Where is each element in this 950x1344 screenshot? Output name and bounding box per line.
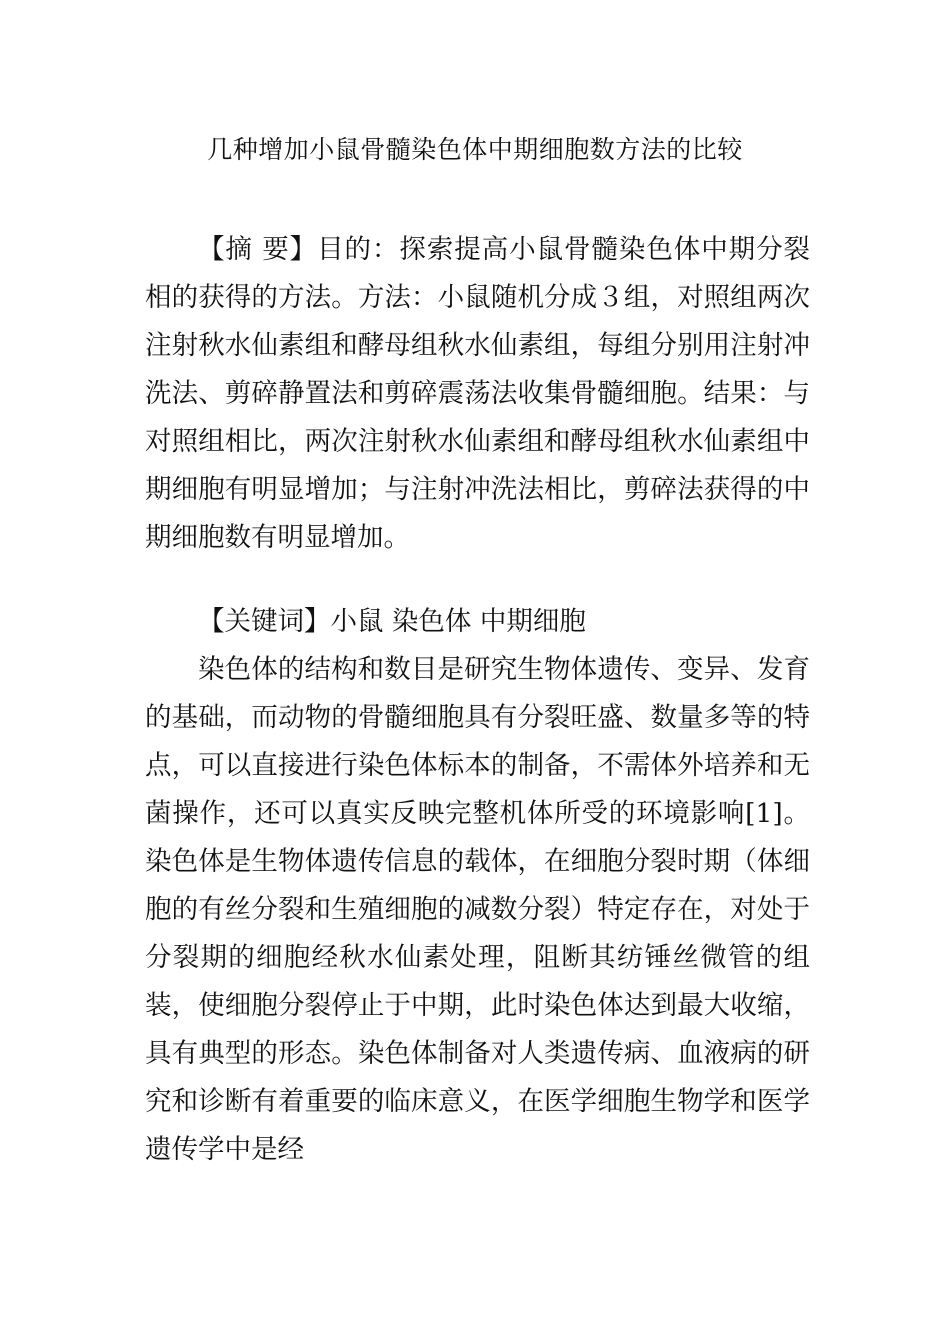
abstract-paragraph: [145, 226, 810, 562]
abstract-text: 目的：探索提高小鼠骨髓染色体中期分裂相的获得的方法。方法：小鼠随机分成３组，对照组两次注射秋水仙素组和酵母组秋水仙素组，每组分别用注射冲洗法、剪碎静置法和剪碎震荡法收集骨髓细胞。结果：与对照组相比，两次注射秋水仙素组和酵母组秋水仙素组中期细胞有明显增加；与注射冲洗法相比，剪碎法获得的中期细胞数有明显增加。: [145, 234, 810, 553]
keywords-paragraph: [145, 598, 810, 646]
keywords-text: 小鼠 染色体 中期细胞: [330, 606, 586, 637]
document-title: 几种增加小鼠骨髓染色体中期细胞数方法的比较: [207, 135, 743, 164]
abstract-label: 【摘 要】: [198, 234, 318, 265]
intro-paragraph: 染色体的结构和数目是研究生物体遗传、变异、发育的基础，而动物的骨髓细胞具有分裂旺盛、数量多等的特点，可以直接进行染色体标本的制备，不需体外培养和无菌操作，还可以真实反映完整机体所受的环境影响[1]。染色体是生物体遗传信息的载体，在细胞分裂时期（体细胞的有丝分裂和生殖细胞的减数分裂）特定存在，对处于分裂期的细胞经秋水仙素处理，阻断其纺锤丝微管的组装，使细胞分裂停止于中期，此时染色体达到最大收缩，具有典型的形态。染色体制备对人类遗传病、血液病的研究和诊断有着重要的临床意义，在医学细胞生物学和医学遗传学中是经: [145, 654, 810, 1165]
keywords-label: 【关键词】: [198, 606, 331, 637]
